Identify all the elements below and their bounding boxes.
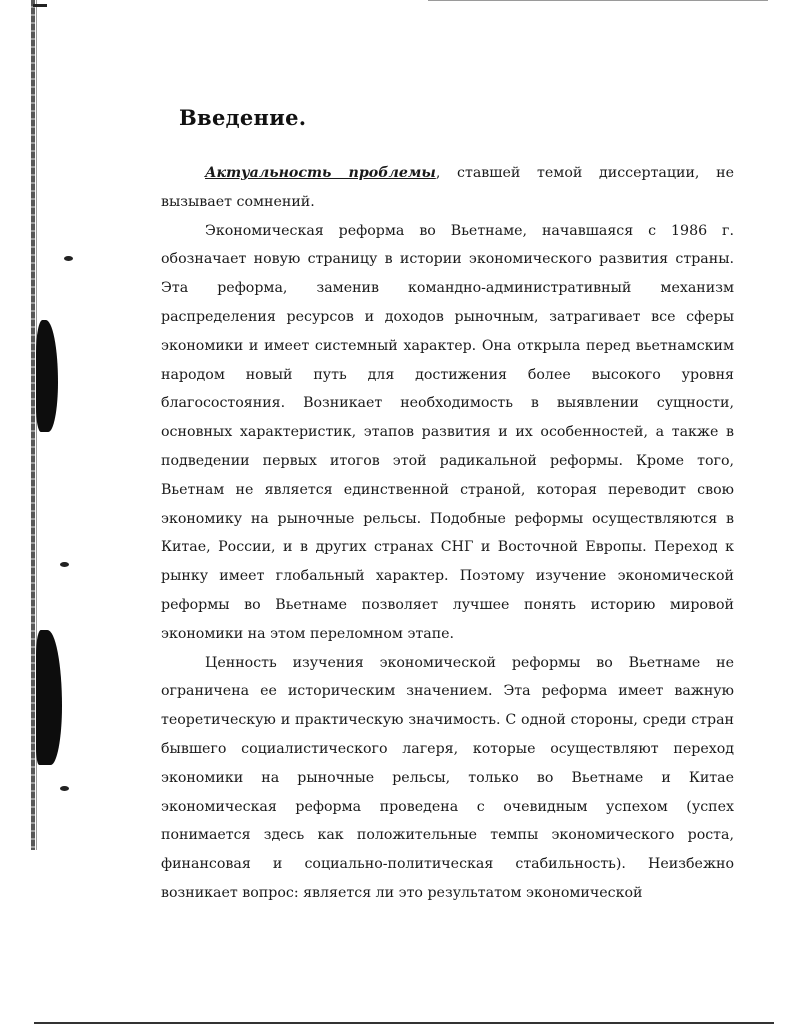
- bottom-scan-line: [34, 1022, 774, 1024]
- binding-edge: [31, 0, 35, 850]
- paragraph-reform-value: Ценность изучения экономической реформы во Вьетнаме не ограничена ее историческим значением. Эта реформа имеет важную теоретическую и практическую значимость. С одной стороны, среди стран бывшего социалистического лагеря, которые осуществляют переход экономики на рыночные рельсы, только во Вьетнаме и Китае экономическая реформа проведена с очевидным успехом (успех понимается здесь как положительные темпы экономического роста, финансовая и социально-политическая стабильность). Неизбежно возникает вопрос: является ли это результатом экономической: [161, 654, 734, 901]
- top-scan-line: [428, 0, 768, 1]
- scan-speck: [60, 562, 69, 567]
- paragraph-relevance: [161, 159, 734, 217]
- corner-mark: [33, 4, 47, 7]
- document-page: [161, 98, 734, 908]
- paragraph-text: , ставшей темой диссертации, не вызывает сомнений.: [161, 165, 734, 210]
- lead-phrase: Актуальность проблемы: [205, 165, 436, 181]
- scan-smudge: [36, 320, 58, 432]
- scan-speck: [60, 786, 69, 791]
- scan-smudge: [36, 630, 62, 765]
- section-heading: Введение.: [179, 105, 307, 130]
- scan-speck: [64, 256, 73, 261]
- paragraph-reform-overview: Экономическая реформа во Вьетнаме, начавшаяся с 1986 г. обозначает новую страницу в истории экономического развития страны. Эта реформа, заменив командно-административный механизм распределения ресурсов и доходов рыночным, затрагивает все сферы экономики и имеет системный характер. Она открыла перед вьетнамским народом новый путь для достижения более высокого уровня благосостояния. Возникает необходимость в выявлении сущности, основных характеристик, этапов развития и их особенностей, а также в подведении первых итогов этой радикальной реформы. Кроме того, Вьетнам не является единственной страной, которая переводит свою экономику на рыночные рельсы. Подобные реформы осуществляются в Китае, России, и в других странах СНГ и Восточной Европы. Переход к рынку имеет глобальный характер. Поэтому изучение экономической реформы во Вьетнаме позволяет лучшее понять историю мировой экономики на этом переломном этапе.: [161, 222, 734, 642]
